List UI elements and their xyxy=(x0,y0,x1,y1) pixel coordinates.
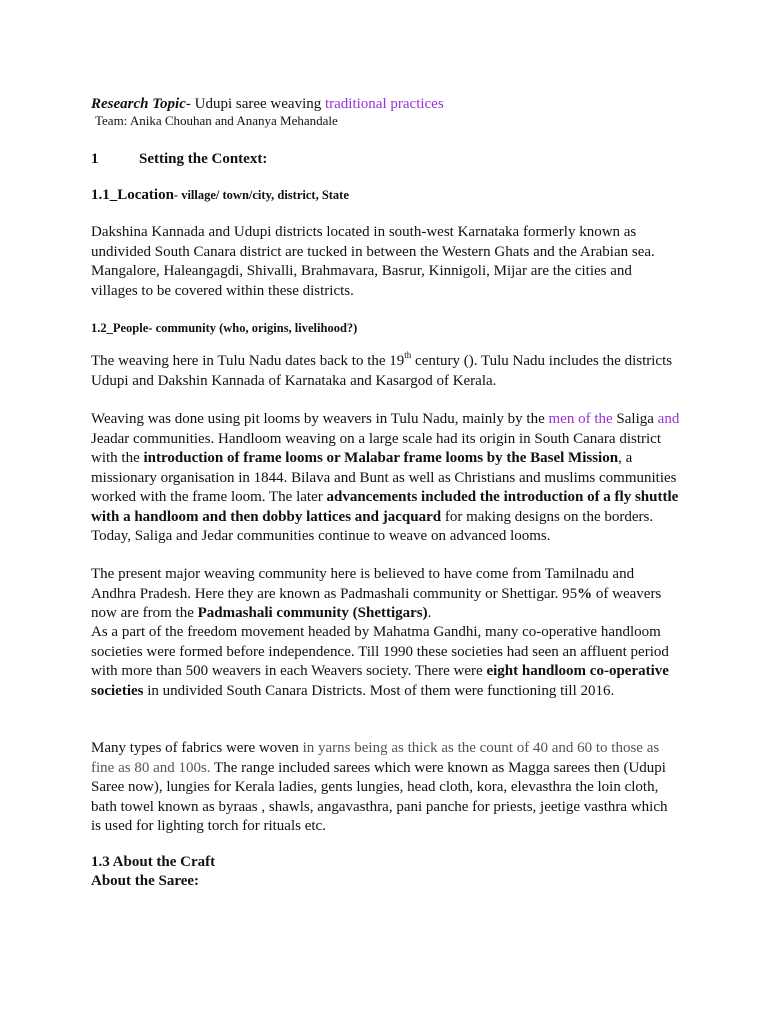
people-paragraph-3 xyxy=(91,565,681,624)
p2-text-c: Jeadar communities. Handloom weaving on a large scale had its origin in South Canara district with the xyxy=(91,430,661,466)
section-1-3-title: 1.3 About the Craft xyxy=(91,854,216,870)
location-paragraph: Dakshina Kannada and Udupi districts located in south-west Karnataka formerly known as undivided South Canara district are tucked in between the Western Ghats and the Arabian sea. Mangalore, Haleangagdi, Shivalli, Brahmavara, Basrur, Kinnigoli, Mijar are the cities and villages to be covered within these districts. xyxy=(91,224,655,299)
p2-text-d: , a missionary organisation in 1844. Bilava and Bunt as well as Christians and muslims communities worked with the frame loom. The later xyxy=(91,450,677,505)
p1-text-b: century (). Tulu Nadu includes the districts Udupi and Dakshin Kannada of Karnataka and Kasargod of Kerala. xyxy=(91,353,673,389)
section-1-2-heading-text: 1.2_People- community (who, origins, livelihood?) xyxy=(91,321,358,335)
people-paragraph-1 xyxy=(91,352,681,391)
p2-highlight-2: and xyxy=(657,411,680,427)
people-paragraph-2 xyxy=(91,410,681,547)
section-1-number: 1 xyxy=(91,151,99,167)
research-topic-label: Research Topic xyxy=(91,96,186,112)
p4-bold: eight handloom co-operative societies xyxy=(91,663,669,699)
p2-text-e: for making designs on the borders. Today, Saliga and Jedar communities continue to weave on advanced looms. xyxy=(91,508,654,544)
section-1-1-heading-detail: - village/ town/city, district, State xyxy=(173,188,349,202)
research-topic-dash: - xyxy=(185,96,195,112)
p2-bold-2: advancements included the introduction of a fly shuttle with a handloom and then dobby lattices and jacquard xyxy=(91,489,679,525)
people-paragraph-4 xyxy=(91,623,681,701)
people-paragraph-5 xyxy=(91,739,681,837)
p2-highlight-1: men of the xyxy=(548,411,613,427)
p1-superscript: th xyxy=(404,350,412,360)
p3-bold-1: % xyxy=(577,585,593,602)
section-1-2-heading xyxy=(91,319,357,337)
about-the-saree-subheading: About the Saree: xyxy=(91,873,200,889)
section-1-1-heading-main: 1.1_Location xyxy=(91,187,174,203)
p3-bold-2: Padmashali community (Shettigars) xyxy=(197,605,428,621)
section-1-title: Setting the Context: xyxy=(139,151,268,167)
p5-text-b: The range included sarees which were known as Magga sarees then (Udupi Saree now), lungies for Kerala ladies, gents lungies, head cloth, kora, elevasthra the loin cloth, bath towel known as byraas , shawls, angavasthra, pani panche for priests, jeetige vasthra which is used for lighting torch for rituals etc. xyxy=(91,759,668,834)
p3-text-c: . xyxy=(427,605,432,621)
section-1-1-heading xyxy=(91,186,349,204)
p2-text-b: Saliga xyxy=(612,411,658,427)
p3-text-b: of weavers now are from the xyxy=(91,585,662,621)
p1-text-a: The weaving here in Tulu Nadu dates back to the 19 xyxy=(91,353,405,369)
team-line: Team: Anika Chouhan and Ananya Mehandale xyxy=(95,113,338,128)
p2-bold-1: introduction of frame looms or Malabar frame looms by the Basel Mission xyxy=(143,450,619,466)
p3-text-a: The present major weaving community here is believed to have come from Tamilnadu and Andhra Pradesh. Here they are known as Padmashali community or Shettigar. 95 xyxy=(91,566,635,602)
research-topic-highlight: traditional practices xyxy=(324,96,444,112)
p2-text-a: Weaving was done using pit looms by weavers in Tulu Nadu, mainly by the xyxy=(91,411,549,427)
research-topic-text: Udupi saree weaving xyxy=(194,96,325,112)
p5-grey-text: in yarns being as thick as the count of 40 and 60 to those as fine as 80 and 100s. xyxy=(91,740,660,776)
p4-text-b: in undivided South Canara Districts. Most of them were functioning till 2016. xyxy=(143,682,615,699)
section-1-3-heading xyxy=(91,853,215,891)
research-topic-line xyxy=(91,95,444,113)
section-1-heading xyxy=(91,150,267,168)
p5-text-a: Many types of fabrics were woven xyxy=(91,740,303,756)
p4-text-a: As a part of the freedom movement headed by Mahatma Gandhi, many co-operative handloom societies were formed before independence. Till 1990 these societies had seen an affluent period with more than 500 weavers in each Weavers society. There were xyxy=(91,624,669,679)
